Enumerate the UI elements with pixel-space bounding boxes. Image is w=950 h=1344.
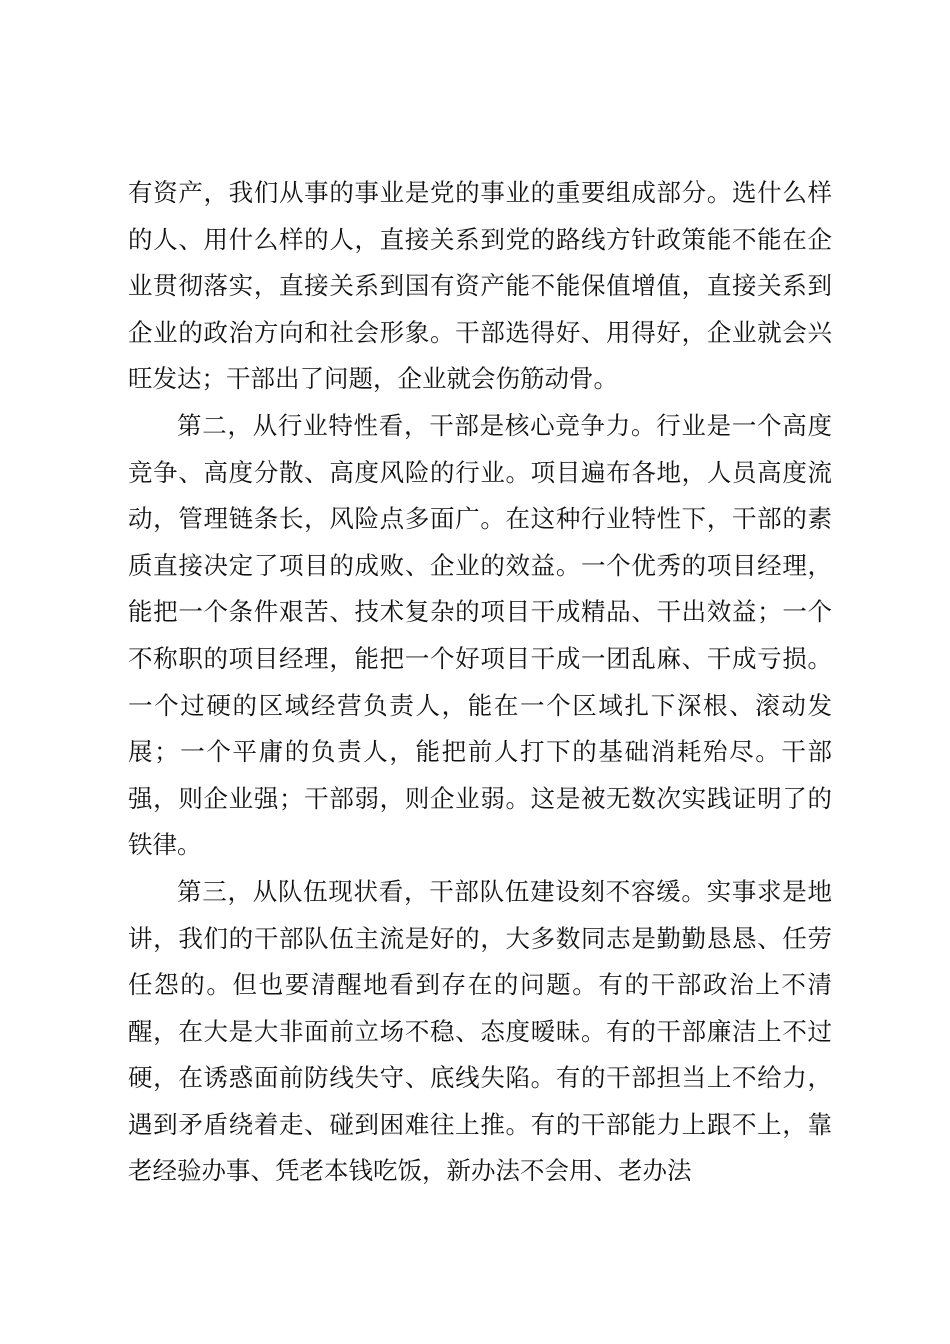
paragraph-second-point: 第二，从行业特性看，干部是核心竞争力。行业是一个高度竞争、高度分散、高度风险的行业。项目遍布各地，人员高度流动，管理链条长，风险点多面广。在这种行业特性下，干部的素质直接决定了项目的成败、企业的效益。一个优秀的项目经理，能把一个条件艰苦、技术复杂的项目干成精品、干出效益；一个不称职的项目经理，能把一个好项目干成一团乱麻、干成亏损。一个过硬的区域经营负责人，能在一个区域扎下深根、滚动发展；一个平庸的负责人，能把前人打下的基础消耗殆尽。干部强，则企业强；干部弱，则企业弱。这是被无数次实践证明了的铁律。 [128, 410, 832, 860]
paragraph-continued: 有资产，我们从事的事业是党的事业的重要组成部分。选什么样的人、用什么样的人，直接关系到党的路线方针政策能不能在企业贯彻落实，直接关系到国有资产能不能保值增值，直接关系到企业的政治方向和社会形象。干部选得好、用得好，企业就会兴旺发达；干部出了问题，企业就会伤筋动骨。 [128, 178, 832, 394]
document-page [128, 170, 832, 1195]
paragraph-third-point: 第三，从队伍现状看，干部队伍建设刻不容缓。实事求是地讲，我们的干部队伍主流是好的，大多数同志是勤勤恳恳、任劳任怨的。但也要清醒地看到存在的问题。有的干部政治上不清醒，在大是大非面前立场不稳、态度暧昧。有的干部廉洁上不过硬，在诱惑面前防线失守、底线失陷。有的干部担当上不给力，遇到矛盾绕着走、碰到困难往上推。有的干部能力上跟不上，靠老经验办事、凭老本钱吃饭，新办法不会用、老办法 [128, 876, 832, 1186]
